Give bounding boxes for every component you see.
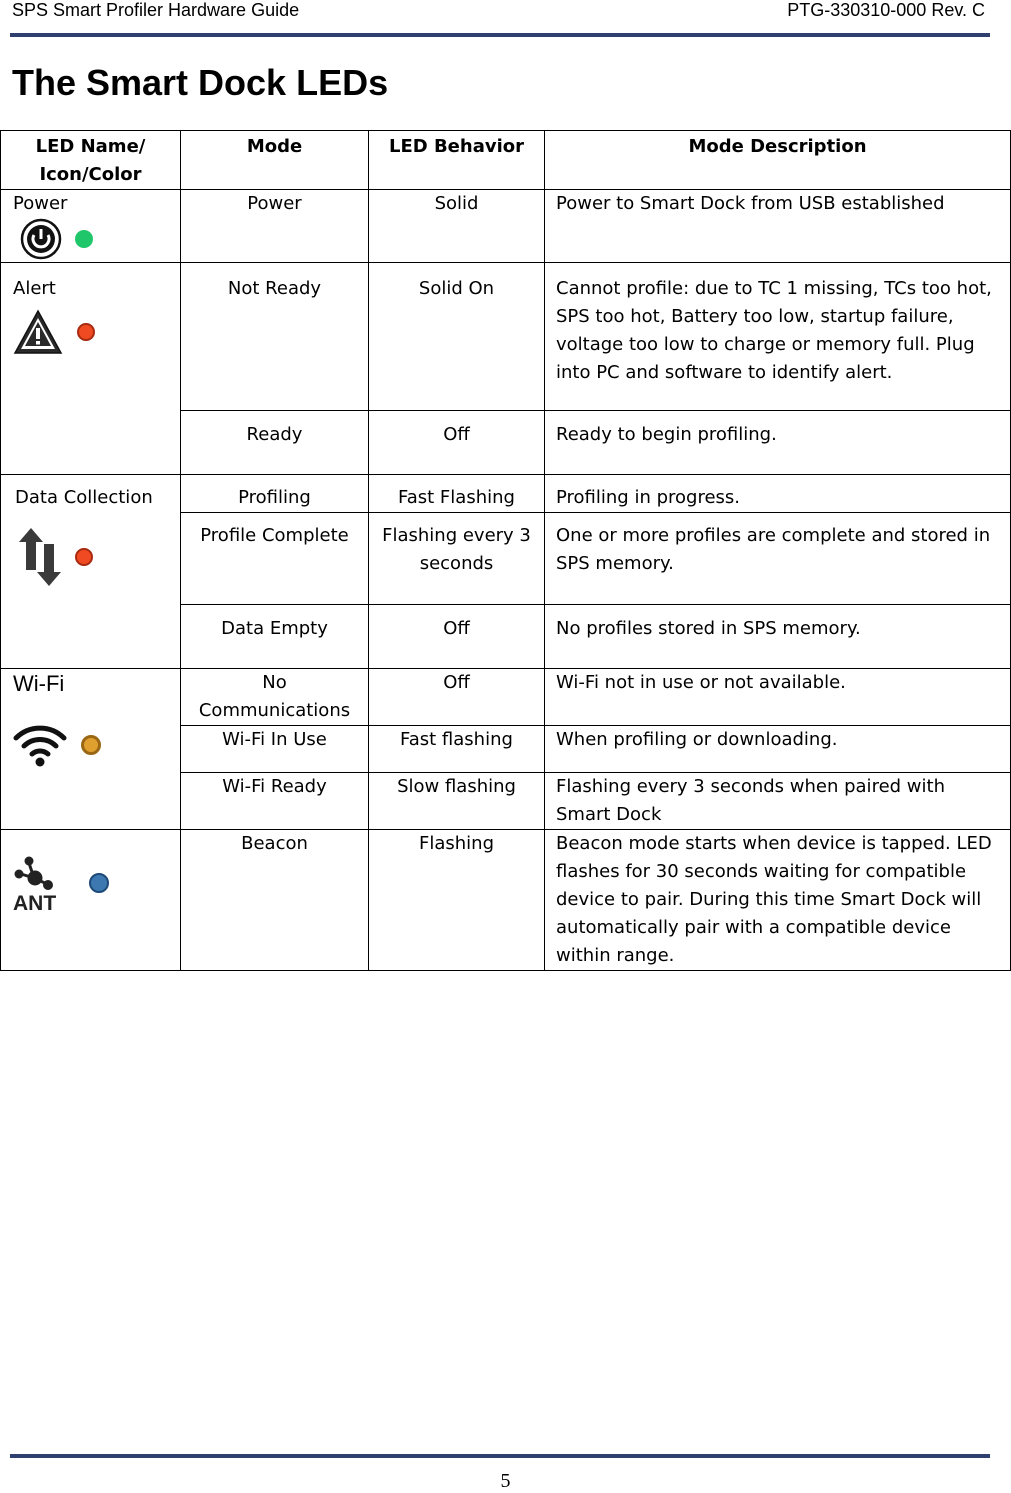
behavior-cell: Slow flashing (369, 773, 545, 830)
mode-cell: No Communications (181, 669, 369, 726)
mode-cell: Wi-Fi Ready (181, 773, 369, 830)
led-name-power: Power (1, 190, 181, 263)
behavior-cell: Off (369, 669, 545, 726)
description-cell: Ready to begin profiling. (545, 411, 1011, 475)
data-transfer-icon (19, 526, 61, 588)
status-led-green (75, 230, 93, 248)
warning-icon (13, 309, 63, 355)
status-led-blue (89, 873, 109, 893)
description-cell: Cannot profile: due to TC 1 missing, TCs too hot, SPS too hot, Battery too low, startup failure, voltage too low to charge or memory full. Plug into PC and software to identify alert. (545, 263, 1011, 411)
header-led-name: LED Name/ Icon/Color (1, 131, 181, 190)
status-led-red (75, 548, 93, 566)
page-number: 5 (500, 1470, 511, 1492)
led-name-alert: Alert (1, 263, 181, 475)
wifi-icon (13, 723, 67, 767)
mode-cell: Beacon (181, 830, 369, 971)
mode-cell: Profiling (181, 475, 369, 513)
description-cell: One or more profiles are complete and stored in SPS memory. (545, 513, 1011, 605)
mode-cell: Data Empty (181, 605, 369, 669)
led-name-data-collection: Data Collection (1, 475, 181, 669)
behavior-cell: Flashing (369, 830, 545, 971)
table-row (1, 190, 1011, 263)
description-cell: Beacon mode starts when device is tapped. LED flashes for 30 seconds waiting for compatible device to pair. During this time Smart Dock will automatically pair with a compatible device within range. (545, 830, 1011, 971)
table-row (1, 475, 1011, 513)
page-title: The Smart Dock LEDs (12, 62, 389, 103)
table-row (1, 830, 1011, 971)
header-doc-title: SPS Smart Profiler Hardware Guide (12, 0, 300, 20)
mode-cell: Not Ready (181, 263, 369, 411)
mode-cell: Wi-Fi In Use (181, 726, 369, 773)
behavior-cell: Off (369, 411, 545, 475)
behavior-cell: Solid On (369, 263, 545, 411)
status-led-orange (81, 735, 101, 755)
led-name-wifi: Wi-Fi (1, 669, 181, 830)
behavior-cell: Solid (369, 190, 545, 263)
led-name-ant (1, 830, 181, 971)
svg-text:ANT: ANT (13, 892, 57, 912)
table-row (1, 263, 1011, 411)
header-divider (10, 33, 990, 37)
header-led-behavior: LED Behavior (369, 131, 545, 190)
header-doc-number: PTG-330310-000 Rev. C (787, 0, 985, 20)
footer-divider (10, 1454, 990, 1458)
mode-cell: Ready (181, 411, 369, 475)
description-cell: Power to Smart Dock from USB established (545, 190, 1011, 263)
behavior-cell: Off (369, 605, 545, 669)
table-row (1, 669, 1011, 726)
ant-icon (13, 854, 71, 912)
description-cell: No profiles stored in SPS memory. (545, 605, 1011, 669)
description-cell: Wi-Fi not in use or not available. (545, 669, 1011, 726)
led-table (0, 130, 1011, 971)
behavior-cell: Flashing every 3 seconds (369, 513, 545, 605)
header-mode: Mode (181, 131, 369, 190)
power-icon (19, 218, 63, 260)
description-cell: Profiling in progress. (545, 475, 1011, 513)
description-cell: When profiling or downloading. (545, 726, 1011, 773)
status-led-red (77, 323, 95, 341)
behavior-cell: Fast flashing (369, 726, 545, 773)
table-header-row (1, 131, 1011, 190)
mode-cell: Power (181, 190, 369, 263)
mode-cell: Profile Complete (181, 513, 369, 605)
header-mode-description: Mode Description (545, 131, 1011, 190)
description-cell: Flashing every 3 seconds when paired with Smart Dock (545, 773, 1011, 830)
behavior-cell: Fast Flashing (369, 475, 545, 513)
